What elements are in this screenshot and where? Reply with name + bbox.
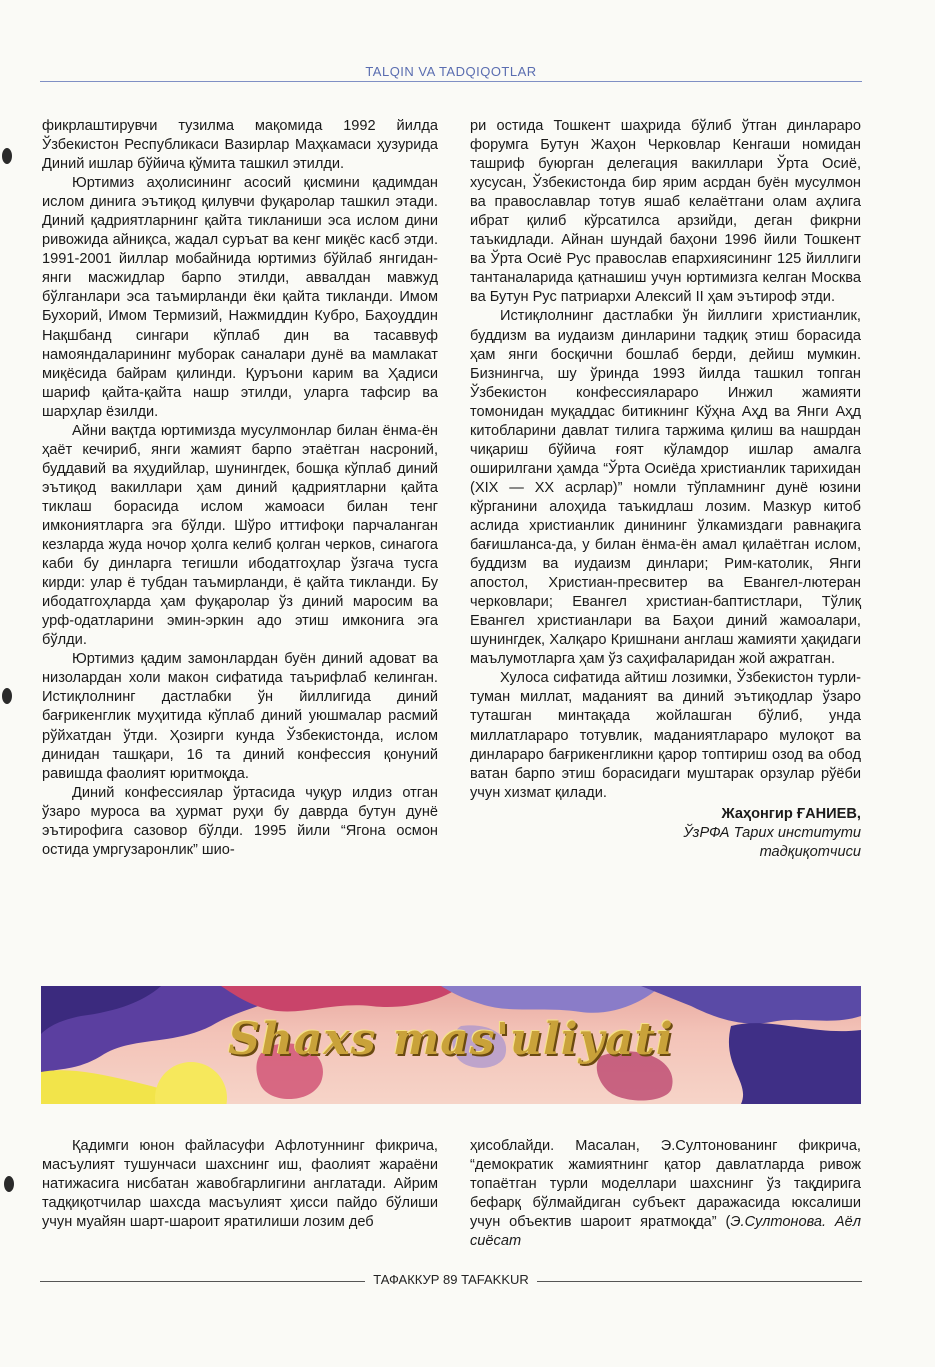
paragraph: Айни вақтда юртимизда мусулмонлар билан ёнма-ён ҳаёт кечириб, янги жамият барпо этаётган насроний, буддавий ва яҳудийлар, шунингдек, бошқа кўплаб диний эътиқод вакиллари ҳам диний қадриятларни қайта тиклаш борасида ислом жамоаси билан тенг имкониятларга эга бўлди. Шўро иттифоқи парчаланган кезларда жуда ночор ҳолга келиб қолган черков, синагога каби бу динларга тегишли ибодатгоҳлар ўзгача тусга кирди: улар ё тубдан таъмирланди, ё қайта тикланди. Бу ибодатгоҳларда ҳам фуқаролар ўз диний маросим ва урф-одатларини эмин-эркин адо этиш имконига эга бўлди. bbox=[42, 422, 438, 649]
author-name: Жаҳонгир ҒАНИЕВ, bbox=[721, 805, 861, 822]
author-institution: ЎзРФА Тарих институти bbox=[683, 824, 861, 841]
running-header bbox=[40, 62, 862, 86]
author-position: тадқиқотчиси bbox=[759, 843, 861, 860]
article-banner bbox=[41, 986, 861, 1104]
binder-hole bbox=[4, 1176, 14, 1192]
paragraph: Юртимиз аҳолисининг асосий қисмини қадимдан ислом динига эътиқод қилувчи фуқаролар ташкил этади. Диний қадриятларнинг қайта тикланиши эса ислом дини ривожида айниқса, жадал суръат ва кенг миқёс касб этди. 1991-2001 йиллар мобайнида юртимиз бўйлаб янгидан-янги масжидлар барпо этилди, аввалдан мавжуд бўлганлари эса таъмирланди ёки қайта тикланди. Имом Бухорий, Имом Термизий, Нажмиддин Кубро, Баҳоуддин Нақшбанд сингари кўплаб дин ва тасаввуф намояндаларининг муборак саналари дунё ва мамлакат миқёсида байрам қилинди. Қуръони карим ва Ҳадиси шариф қайта-қайта нашр этилди, уларга тафсир ва шарҳлар ёзилди. bbox=[42, 175, 438, 420]
banner-title: Shaxs mas'uliyati bbox=[228, 1014, 674, 1065]
paragraph bbox=[470, 1137, 861, 1251]
article1-column-1 bbox=[42, 117, 438, 860]
paragraph: ри остида Тошкент шаҳрида бўлиб ўтган динлараро форумга Бутун Жаҳон Черковлар Кенгаши номидан ташриф буюрган делегация вакиллари Ўрта Осиё, хусусан, Ўзбекистонда бир ярим асрдан буён мусулмон ва православлар тотув яшаб келаётгани олам аҳлига ибрат қилиб кўрсатилса арзийди, деган фикрни таъкидлади. Айнан шундай баҳони 1996 йили Тошкент ва Ўрта Осиё Рус православ епархиясининг 125 йиллиги тантаналарида қатнашиш учун юртимизга келган Москва ва Бутун Рус патриархи Алексий II ҳам эътироф этди. bbox=[470, 118, 861, 306]
article1-column-2 bbox=[470, 117, 861, 862]
citation: Э.Султонова. Аёл сиёсат bbox=[470, 1214, 862, 1250]
page-footer bbox=[40, 1272, 862, 1292]
footer-text: ТАФАККУР 89 TAFAKKUR bbox=[365, 1272, 537, 1287]
author-signature bbox=[470, 805, 861, 862]
paragraph: Истиқлолнинг дастлабки ўн йиллиги христианлик, буддизм ва иудаизм динларини тадқиқ этиш борасида ҳам янги босқични бошлаб берди, дейиш мумкин. Бизнингча, шу ўринда 1993 йилда ташкил топган Ўзбекистон конфессиялараро Инжил жамияти томонидан муқаддас битикнинг Кўҳна Аҳд ва Янги Аҳд китобларини давлат тилига таржима қилиш ва нашрдан чиқариш бўйича ғоят кўламдор ишлар амалга оширилгани ҳамда “Ўрта Осиёда христианлик тарихидан (XIX — XX асрлар)” номли тўпламнинг дунё юзини кўрганини алоҳида таъкидлаш лозим. Мазкур китоб аслида христианлик динининг ўлкамиздаги равнақига бағишланса-да, у билан ёнма-ён амал қилаётган ислом, буддизм ва иудаизм динлари; Рим-католик, Янги апостол, Христиан-пресвитер ва Евангел-лютеран черковлари; Евангел христиан-баптистлари, Тўлиқ Евангел христианлари ва Баҳои диний жамоалари, шунингдек, Халқаро Кришнани англаш жамияти ҳақидаги маълумотларга ҳам ўз саҳифаларидан жой ажратган. bbox=[470, 308, 861, 668]
binder-hole bbox=[2, 148, 12, 164]
paragraph-text: ҳисоблайди. Масалан, Э.Султонованинг фикрича, “демократик жамиятнинг қатор давлатларда ривож топаётган турли моделлари шахснинг ўз тақдирига бефарқ бўлмайдиган субъект даражасида юксалиши учун объектив шароит яратмоқда” ( bbox=[470, 1138, 861, 1231]
paragraph: Диний конфессиялар ўртасида чуқур илдиз отган ўзаро муроса ва ҳурмат руҳи бу даврда бутун дунё эътирофига сазовор бўлди. 1995 йили “Ягона осмон остида умргузаронлик” шио- bbox=[42, 784, 438, 858]
section-title: TALQIN VA TADQIQOTLAR bbox=[359, 64, 542, 79]
paragraph: Қадимги юнон файласуфи Афлотуннинг фикрича, масъулият тушунчаси шахснинг иш, фаолият жараёни натижасига нисбатан жавобгарлигини англатади. Айрим тадқиқотчилар шахсда масъулият ҳисси пайдо бўлиши учун муайян шарт-шароит яратилиши лозим деб bbox=[42, 1138, 438, 1231]
paragraph: Хулоса сифатида айтиш лозимки, Ўзбекистон турли-туман миллат, маданият ва диний эътиқодлар ўзаро туташган минтақада жойлашган бўлиб, унда миллатлараро тотувлик, маданиятлараро мулоқот ва динлараро бағрикенгликни қарор топтириш озод ва обод ватан барпо этиш борасидаги муштарак орзулар рўёби учун хизмат қилади. bbox=[470, 670, 861, 801]
paragraph: Юртимиз қадим замонлардан буён диний адоват ва низолардан холи макон сифатида таърифлаб келинган. Истиқлолнинг дастлабки ўн йиллигида диний бағрикенглик муҳитида кўплаб диний уюшмалар расмий рўйхатдан ўтди. Ҳозирги кунда Ўзбекистонда, ислом динидан ташқари, 16 та диний конфессия қонуний равишда фаолият юритмоқда. bbox=[42, 651, 438, 782]
article2-column-1 bbox=[42, 1137, 438, 1232]
header-rule bbox=[40, 81, 862, 82]
article2-column-2 bbox=[470, 1137, 861, 1251]
paragraph: фикрлаштирувчи тузилма мақомида 1992 йилда Ўзбекистон Республикаси Вазирлар Маҳкамаси ҳузурида Диний ишлар бўйича қўмита ташкил этилди. bbox=[42, 118, 438, 173]
binder-hole bbox=[2, 688, 12, 704]
